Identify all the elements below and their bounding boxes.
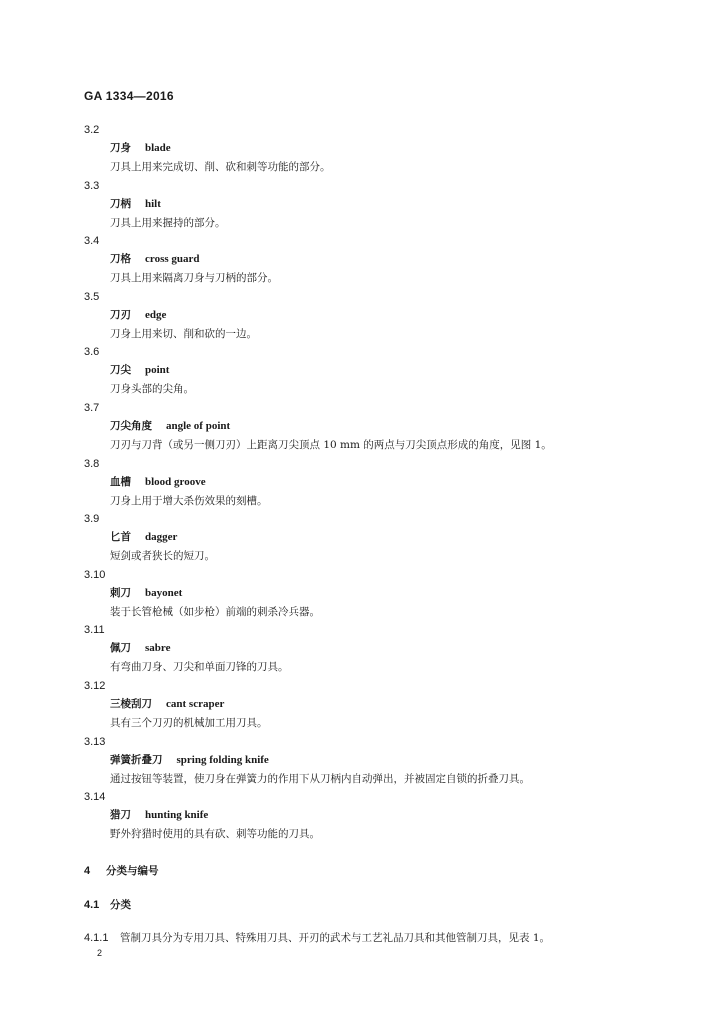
clause-number: 4.1.1 [84,932,109,944]
term-title [110,361,169,379]
term-title [110,306,166,324]
clause-paragraph [84,929,550,947]
section-title: 分类与编号 [106,865,159,877]
term-en: point [145,364,170,377]
term-number: 3.12 [84,679,106,692]
term-definition: 通过按钮等装置，使刀身在弹簧力的作用下从刀柄内自动弹出，并被固定自锁的折叠刀具。 [110,772,530,785]
term-entry [84,510,684,566]
term-definition: 装于长管枪械（如步枪）前端的刺杀冷兵器。 [110,605,320,618]
term-en: bayonet [145,586,183,599]
term-en: hunting knife [145,809,209,822]
term-number: 3.3 [84,179,100,192]
term-entry [84,455,684,511]
term-number: 3.14 [84,791,106,804]
term-zh: 弹簧折叠刀 [110,753,163,766]
term-number: 3.6 [84,346,100,359]
term-entry [84,121,684,177]
term-zh: 刺刀 [110,586,131,599]
section-number: 4 [84,865,91,877]
term-en: cant scraper [166,697,225,710]
term-entry [84,177,684,233]
term-en: edge [145,308,167,321]
term-entry [84,566,684,622]
term-definition: 刀具上用来完成切、削、砍和刺等功能的部分。 [110,161,331,173]
term-zh: 三棱刮刀 [110,697,152,710]
term-en: spring folding knife [176,753,269,766]
term-zh: 血槽 [110,475,131,488]
term-number: 3.11 [84,624,105,637]
term-title [110,584,182,602]
term-entry [84,343,684,399]
term-definition: 刀刃与刀背（或另一侧刀刃）上距离刀尖顶点 10 mm 的两点与刀尖顶点形成的角度，见图 1。 [110,438,552,451]
term-zh: 猎刀 [110,809,131,822]
term-entry [84,288,684,344]
term-entry [84,788,684,844]
term-number: 3.2 [84,124,100,136]
term-en: cross guard [145,253,200,266]
term-title [110,806,208,824]
term-title [110,473,206,491]
term-entry [84,399,684,455]
term-title [110,250,200,268]
term-number: 3.4 [84,235,100,248]
term-definition: 刀身头部的尖角。 [110,383,194,396]
term-title [110,639,170,657]
term-en: blood groove [145,475,206,488]
subsection-heading [84,896,131,914]
term-number: 3.10 [84,568,106,581]
term-definition: 短剑或者狭长的短刀。 [110,550,215,563]
section-heading [84,862,159,880]
term-definition: 具有三个刀刃的机械加工用刀具。 [110,716,268,729]
term-number: 3.9 [84,513,100,526]
term-zh: 刀身 [110,142,131,154]
term-entry [84,677,684,733]
term-en: blade [145,142,171,154]
subsection-title: 分类 [110,899,131,911]
term-entry [84,232,684,288]
term-title [110,195,161,213]
term-zh: 刀尖 [110,364,131,377]
page-number: 2 [97,948,103,958]
term-definition: 有弯曲刀身、刀尖和单面刀锋的刀具。 [110,661,289,674]
subsection-number: 4.1 [84,899,100,911]
term-zh: 佩刀 [110,642,131,655]
term-title [110,417,230,435]
term-zh: 匕首 [110,531,131,544]
term-en: angle of point [166,419,231,432]
term-number: 3.8 [84,457,100,470]
term-definition: 刀具上用来握持的部分。 [110,216,226,229]
term-zh: 刀格 [110,253,131,266]
term-entry [84,733,684,789]
term-en: hilt [145,197,161,210]
term-number: 3.13 [84,735,106,748]
term-zh: 刀尖角度 [110,419,152,432]
term-definition: 刀具上用来隔离刀身与刀柄的部分。 [110,272,278,285]
term-number: 3.5 [84,290,100,303]
term-en: sabre [145,642,171,655]
term-definition: 野外狩猎时使用的具有砍、刺等功能的刀具。 [110,828,320,841]
term-entry [84,621,684,677]
term-title [110,528,177,546]
term-title [110,751,269,769]
term-definitions-list [84,121,684,844]
term-en: dagger [145,531,178,544]
clause-text: 管制刀具分为专用刀具、特殊用刀具、开刃的武术与工艺礼品刀具和其他管制刀具，见表 1。 [120,932,551,944]
term-zh: 刀刃 [110,308,131,321]
document-code-header: GA 1334—2016 [84,89,174,103]
term-title [110,139,171,157]
term-definition: 刀身上用于增大杀伤效果的刻槽。 [110,494,268,507]
term-zh: 刀柄 [110,197,131,210]
term-title [110,695,224,713]
term-number: 3.7 [84,401,100,414]
term-definition: 刀身上用来切、削和砍的一边。 [110,327,257,340]
